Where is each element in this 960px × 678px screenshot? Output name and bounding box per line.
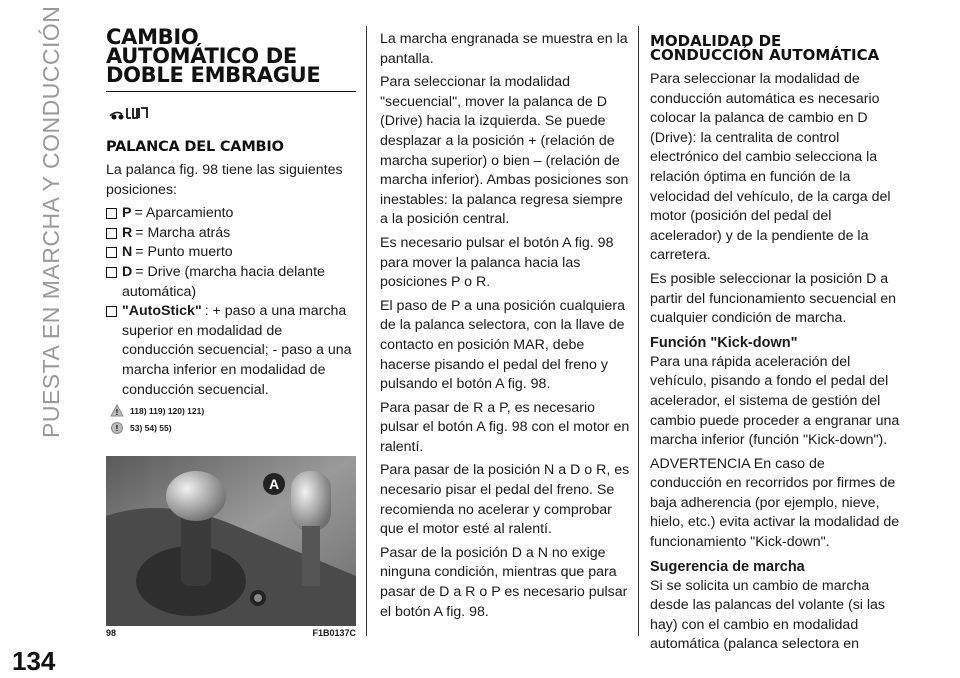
bullet-square-icon xyxy=(106,228,117,239)
figure-number: 98 xyxy=(106,628,117,639)
paragraph: Para seleccionar la modalidad de conducción automática es necesario colocar la palanca de cambio en D (Drive): la centralita de control electrónico del cambio selecciona la relación óptima en función de la velocidad del vehículo, de la carga del motor (posición del pedal del acelerador) y de la pendiente de la carretera. xyxy=(650,71,891,264)
caution-circle-icon xyxy=(110,421,124,434)
bullet-square-icon xyxy=(106,247,117,258)
paragraph: Para pasar de la posición N a D o R, es necesario pisar el pedal del freno. Se recomienda no acelerar y comprobar que el motor esté al ralentí. xyxy=(380,462,630,538)
automatic-gearbox-icon xyxy=(108,104,148,122)
svg-text:!: ! xyxy=(115,424,119,434)
figure-caption xyxy=(106,628,356,638)
bullet-square-icon xyxy=(106,208,117,219)
figure-callout-label: A xyxy=(268,476,280,493)
column-3 xyxy=(650,32,900,659)
column-divider xyxy=(638,26,639,636)
intro-text: La palanca fig. 98 tiene las siguientes posiciones: xyxy=(106,162,343,198)
column-1 xyxy=(106,25,356,639)
section-title-vertical: PUESTA EN MARCHA Y CONDUCCIÓN xyxy=(38,5,64,438)
bullet-square-icon xyxy=(106,267,117,278)
paragraph: Es necesario pulsar el botón A fig. 98 para mover la palanca hacia las posiciones P o R. xyxy=(380,234,614,291)
paragraph: Para una rápida aceleración del vehículo, pisando a fondo el pedal del acelerador, el sistema de gestión del cambio puede proceder a engranar una marcha inferior (función "Kick-down"). xyxy=(650,353,900,449)
side-section-tab xyxy=(30,0,80,450)
subsection-title: PALANCA DEL CAMBIO xyxy=(106,139,284,155)
warning-references: ! 118) 119) 120) 121) xyxy=(110,404,356,417)
paragraph: Pasar de la posición D a N no exige ninguna condición, mientras que para pasar de D a R o P es necesario pulsar el botón A fig. 98. xyxy=(380,544,628,620)
caution-references: ! 53) 54) 55) xyxy=(110,421,356,434)
section-title: CAMBIO AUTOMÁTICO DE DOBLE EMBRAGUE xyxy=(106,25,321,87)
list-item: P = Aparcamiento xyxy=(106,204,356,224)
page-number: 134 xyxy=(12,646,56,676)
list-item: N = Punto muerto xyxy=(106,243,356,263)
list-item: D = Drive (marcha hacia delante automática) xyxy=(106,263,356,302)
warning-triangle-icon xyxy=(110,404,124,417)
svg-text:!: ! xyxy=(115,408,119,418)
warning-paragraph: ADVERTENCIA En caso de conducción en recorridos por firmes de baja adherencia (por ejemplo, nieve, hielo, etc.) evita activar la modalidad de funcionamiento "Kick-down". xyxy=(650,455,900,551)
list-item: "AutoStick" : + paso a una marcha superior en modalidad de conducción secuencial; - paso a una marcha inferior en modalidad de conducción secuencial. xyxy=(106,302,356,400)
paragraph: Para seleccionar la modalidad "secuencial", mover la palanca de D (Drive) hacia la izquierda. Se puede desplazar a la posición + (relación de marcha superior) o bien – (relación de marcha inferior). Ambas posiciones son inestables: la palanca regresa siempre a la posición central. xyxy=(380,74,629,228)
paragraph: Es posible seleccionar la posición D a partir del funcionamiento secuencial en cualquier condición de marcha. xyxy=(650,270,897,327)
gear-lever-photo xyxy=(106,456,356,626)
subheading-gear-suggestion: Sugerencia de marcha xyxy=(650,558,805,575)
paragraph: Para pasar de R a P, es necesario pulsar el botón A fig. 98 con el motor en ralentí. xyxy=(380,399,630,455)
list-item: R = Marcha atrás xyxy=(106,224,356,244)
paragraph: La marcha engranada se muestra en la pantalla. xyxy=(380,31,628,67)
subheading-kick-down: Función "Kick-down" xyxy=(650,334,798,351)
column-divider xyxy=(366,26,367,636)
paragraph: Si se solicita un cambio de marcha desde las palancas del volante (si las hay) con el cambio en modalidad automática (palanca selectora en xyxy=(650,577,886,653)
column-2 xyxy=(380,30,630,626)
section-title: MODALIDAD DE CONDUCCIÓN AUTOMÁTICA xyxy=(650,32,880,64)
title-rule xyxy=(106,91,356,92)
paragraph: El paso de P a una posición cualquiera de la palanca selectora, con la llave de contacto en posición MAR, debe hacerse pisando el pedal del freno y pulsando el botón A fig. 98. xyxy=(380,297,626,393)
figure-code: F1B0137C xyxy=(312,628,356,639)
bullet-square-icon xyxy=(106,306,117,317)
